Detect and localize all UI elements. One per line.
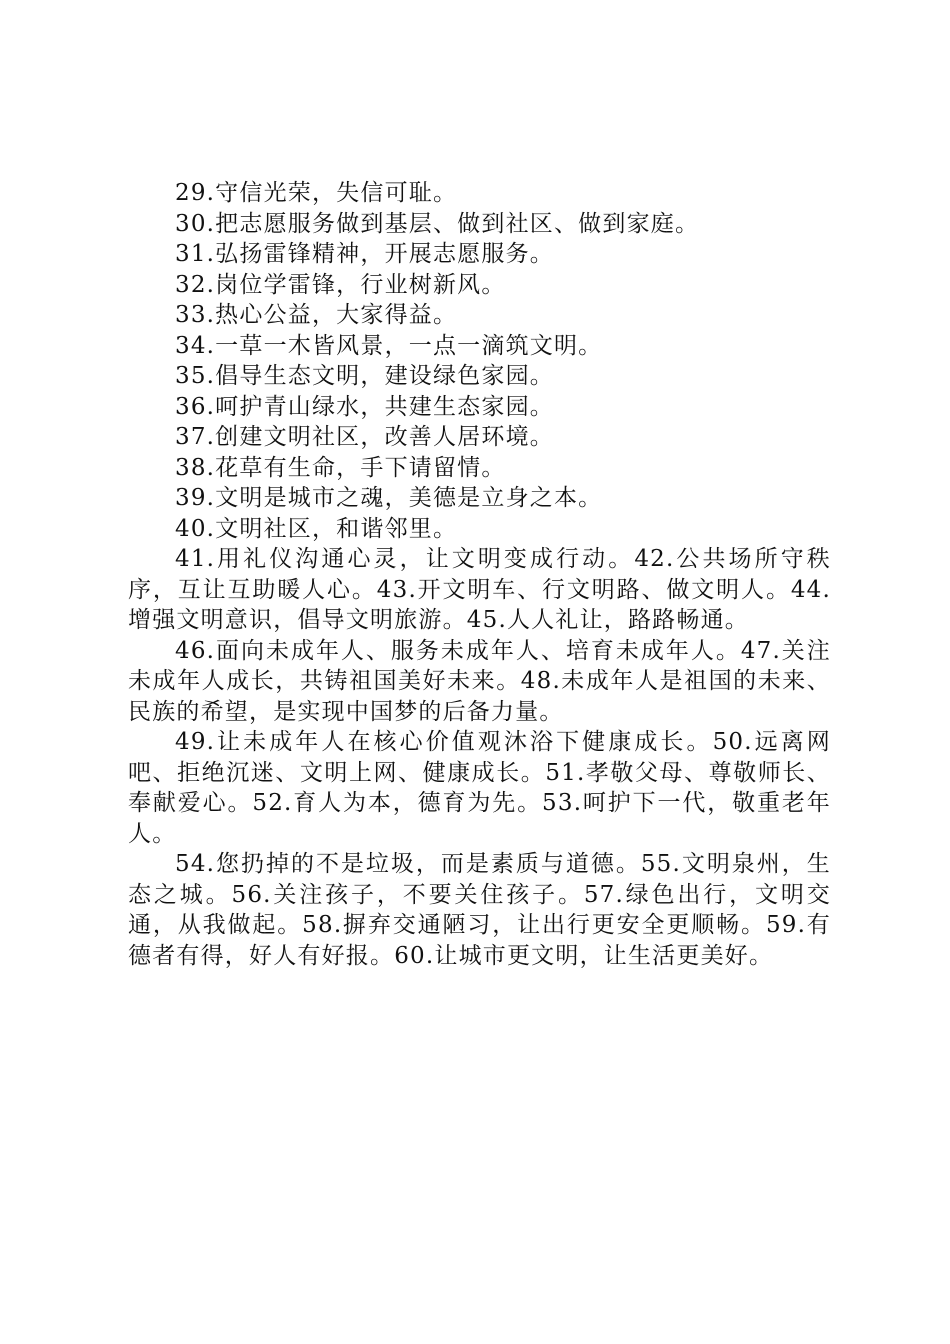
slogan-list <box>128 178 831 971</box>
slogan-line-30: 30.把志愿服务做到基层、做到社区、做到家庭。 <box>175 210 700 237</box>
slogan-line-39: 39.文明是城市之魂，美德是立身之本。 <box>175 485 603 511</box>
slogan-line-38: 38.花草有生命，手下请留情。 <box>175 454 506 481</box>
slogan-paragraph-54-60: 54.您扔掉的不是垃圾，而是素质与道德。55.文明泉州，生态之城。56.关注孩子，不要关住孩子。57.绿色出行，文明交通，从我做起。58.摒弃交通陋习，让出行更安全更顺畅。59.有德者有得，好人有好报。60.让城市更文明，让生活更美好。 <box>128 851 831 969</box>
slogan-line-40: 40.文明社区，和谐邻里。 <box>175 515 458 542</box>
slogan-line-31: 31.弘扬雷锋精神，开展志愿服务。 <box>175 241 554 267</box>
slogan-line-33: 33.热心公益，大家得益。 <box>175 302 458 328</box>
slogan-line-29: 29.守信光荣，失信可耻。 <box>175 180 458 206</box>
slogan-line-37: 37.创建文明社区，改善人居环境。 <box>175 424 554 450</box>
slogan-paragraph-46-48: 46.面向未成年人、服务未成年人、培育未成年人。47.关注未成年人成长，共铸祖国美好未来。48.未成年人是祖国的未来、民族的希望，是实现中国梦的后备力量。 <box>128 637 831 725</box>
slogan-line-35: 35.倡导生态文明，建设绿色家园。 <box>175 363 554 389</box>
slogan-line-34: 34.一草一木皆风景，一点一滴筑文明。 <box>175 332 603 359</box>
slogan-line-36: 36.呵护青山绿水，共建生态家园。 <box>175 393 554 420</box>
slogan-paragraph-49-53: 49.让未成年人在核心价值观沐浴下健康成长。50.远离网吧、拒绝沉迷、文明上网、健康成长。51.孝敬父母、尊敬师长、奉献爱心。52.育人为本，德育为先。53.呵护下一代，敬重老年人。 <box>128 729 831 847</box>
slogan-line-32: 32.岗位学雷锋，行业树新风。 <box>175 271 506 298</box>
slogan-paragraph-41-45: 41.用礼仪沟通心灵，让文明变成行动。42.公共场所守秩序，互让互助暖人心。43.开文明车、行文明路、做文明人。44.增强文明意识，倡导文明旅游。45.人人礼让，路路畅通。 <box>128 546 831 633</box>
